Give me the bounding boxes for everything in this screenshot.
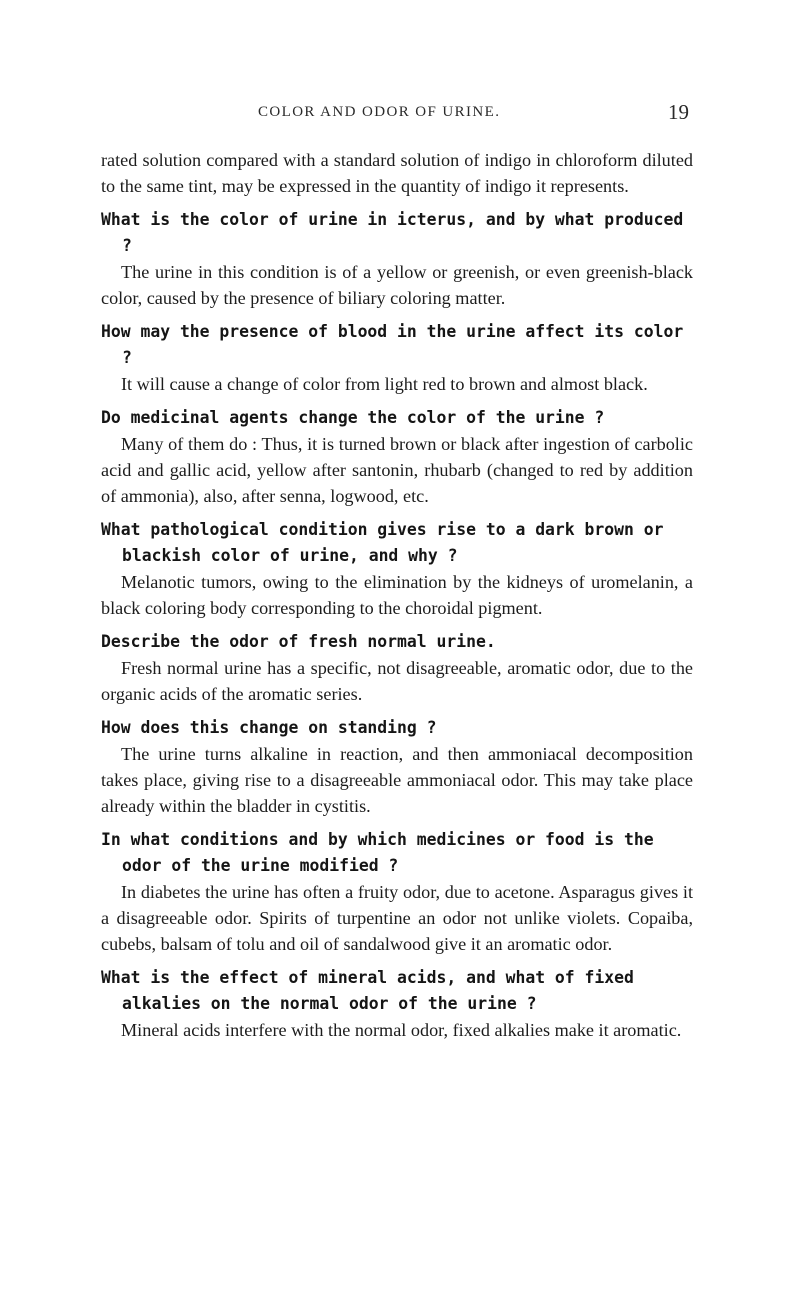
answer-standing-change: The urine turns alkaline in reaction, and then ammoniacal decomposition takes place, giving rise to a disagreeable ammoniacal odor. This may take place already within the bladder in cystitis. [101, 744, 693, 816]
question-odor-modified: In what conditions and by which medicines or food is the odor of the urine modified ? [101, 830, 654, 875]
question-acids-alkalies: What is the effect of mineral acids, and what of fixed alkalies on the normal odor of the urine ? [101, 968, 634, 1013]
question-standing-change: How does this change on standing ? [101, 718, 437, 737]
question-medicinal-agents: Do medicinal agents change the color of the urine ? [101, 408, 605, 427]
answer-odor-modified: In diabetes the urine has often a fruity odor, due to acetone. Asparagus gives it a disagreeable odor. Spirits of turpentine an odor not unlike violets. Copaiba, cubebs, balsam of tolu and oil of sandalwood give it an aromatic odor. [101, 882, 693, 954]
running-title: COLOR AND ODOR OF URINE. [258, 104, 501, 120]
body-text [101, 147, 693, 1043]
question-icterus-color: What is the color of urine in icterus, and by what produced ? [101, 210, 684, 255]
answer-fresh-odor: Fresh normal urine has a specific, not disagreeable, aromatic odor, due to the organic acids of the aromatic series. [101, 658, 693, 704]
question-dark-brown-color: What pathological condition gives rise to a dark brown or blackish color of urine, and why ? [101, 520, 664, 565]
answer-acids-alkalies: Mineral acids interfere with the normal odor, fixed alkalies make it aromatic. [121, 1020, 682, 1040]
opening-paragraph: rated solution compared with a standard solution of indigo in chloroform diluted to the same tint, may be expressed in the quantity of indigo it represents. [101, 150, 693, 196]
answer-medicinal-agents: Many of them do : Thus, it is turned brown or black after ingestion of carbolic acid and gallic acid, yellow after santonin, rhubarb (changed to red by addition of ammonia), also, after senna, logwood, etc. [101, 434, 693, 506]
question-fresh-odor: Describe the odor of fresh normal urine. [101, 632, 496, 651]
answer-blood-color: It will cause a change of color from light red to brown and almost black. [121, 374, 648, 394]
question-blood-color: How may the presence of blood in the urine affect its color ? [101, 322, 684, 367]
answer-icterus-color: The urine in this condition is of a yellow or greenish, or even greenish-black color, caused by the presence of biliary coloring matter. [101, 262, 693, 308]
answer-dark-brown-color: Melanotic tumors, owing to the elimination by the kidneys of uromelanin, a black coloring body corresponding to the choroidal pigment. [101, 572, 693, 618]
page-number: 19 [668, 100, 689, 124]
